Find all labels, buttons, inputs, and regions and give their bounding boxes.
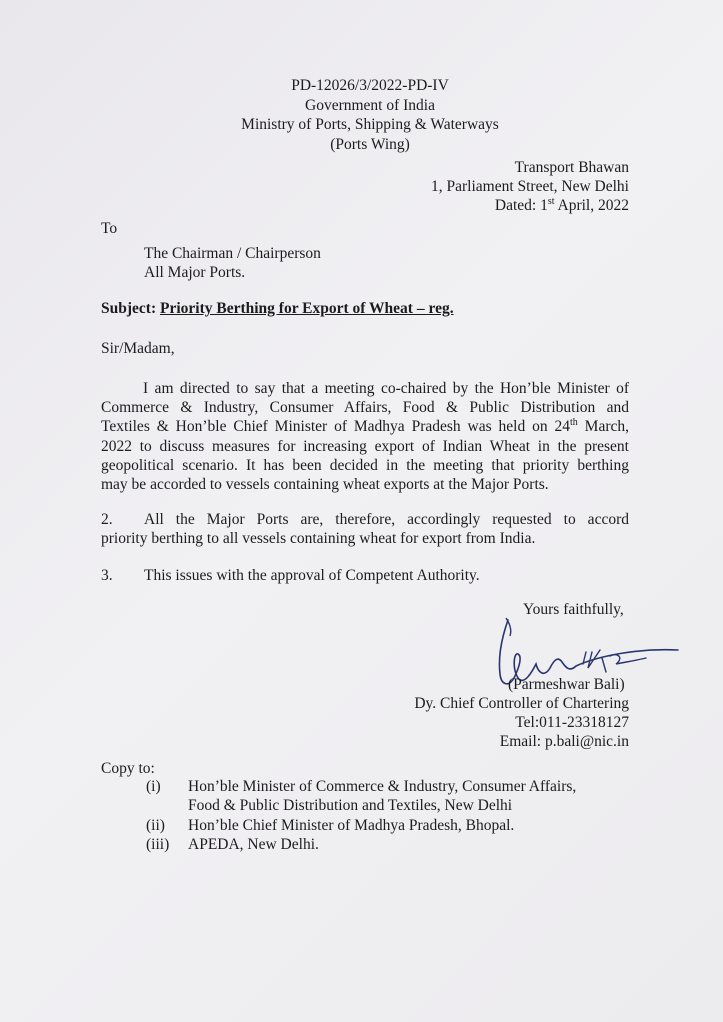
signatory-name: (Parmeshwar Bali) (508, 676, 625, 693)
signatory-designation: Dy. Chief Controller of Chartering (414, 695, 629, 712)
copy-to-item: (iii) APEDA, New Delhi. (146, 836, 319, 853)
subject-label: Subject: (101, 300, 157, 317)
copy-to-label: Copy to: (101, 760, 155, 777)
address-street: 1, Parliament Street, New Delhi (430, 178, 629, 195)
subject-line (101, 299, 454, 318)
salutation: Sir/Madam, (101, 340, 175, 357)
address-building: Transport Bhawan (514, 159, 629, 176)
signatory-email: Email: p.bali@nic.in (499, 733, 629, 750)
letter-date: Dated: 1st April, 2022 (494, 195, 629, 214)
paragraph-3: 3. This issues with the approval of Competent Authority. (101, 567, 480, 584)
copy-to-item: (i) Hon’ble Minister of Commerce & Industry, Consumer Affairs, Food & Public Distribution and Textiles, New Delhi (146, 778, 577, 814)
government-name: Government of India (305, 96, 435, 114)
subject-text: Priority Berthing for Export of Wheat – reg. (159, 300, 454, 317)
ministry-name: Ministry of Ports, Shipping & Waterways (241, 116, 499, 133)
sender-address (431, 158, 629, 215)
letterhead (200, 76, 540, 154)
wing-name: (Ports Wing) (330, 135, 410, 153)
file-number: PD-12026/3/2022-PD-IV (291, 77, 449, 94)
to-label: To (101, 220, 118, 237)
yours-faithfully: Yours faithfully, (523, 601, 624, 618)
paragraph-1: I am directed to say that a meeting co-chaired by the Hon’ble Minister of Commerce & Industry, Consumer Affairs, Food & Public Distribution and Textiles & Hon’ble Chief Minister of Madhya Pradesh was held on 24th March, 2022 to discuss measures for increasing export of Indian Wheat in the present geopolitical scenario. It has been decided in the meeting that priority berthing may be accorded to vessels containing wheat exports at the Major Ports. (101, 380, 629, 494)
recipient-line-2: All Major Ports. (144, 264, 246, 281)
copy-to-item: (ii) Hon’ble Chief Minister of Madhya Pradesh, Bhopal. (146, 817, 515, 834)
paragraph-2: 2. All the Major Ports are, therefore, accordingly requested to accord priority berthing to all vessels containing wheat for export from India. (101, 511, 629, 548)
recipient-line-1: The Chairman / Chairperson (144, 245, 321, 262)
signatory-tel: Tel:011-23318127 (515, 714, 629, 731)
